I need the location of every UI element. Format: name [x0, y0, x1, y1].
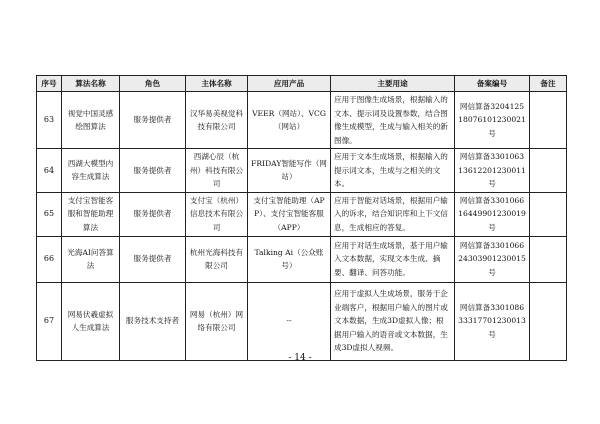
- row-algorithm: 网易伏羲虚拟人生成算法: [62, 282, 120, 360]
- row-filing: 网信算备330106624303901230015号: [455, 236, 530, 282]
- row-note: [530, 149, 567, 193]
- row-usage: 应用于图像生成场景，根据输入的文本、提示词及设置参数，结合图像生成模型，生成与输入相关的新图像。: [331, 92, 455, 149]
- row-algorithm: 光海AI问答算法: [62, 236, 120, 282]
- row-entity: 杭州光海科技有限公司: [186, 236, 248, 282]
- row-no: 64: [37, 149, 62, 193]
- header-no: 序号: [37, 76, 62, 92]
- header-filing: 备案编号: [455, 76, 530, 92]
- header-role: 角色: [120, 76, 186, 92]
- row-note: [530, 92, 567, 149]
- header-algorithm: 算法名称: [62, 76, 120, 92]
- row-filing: 网信算备320412518076101230021号: [455, 92, 530, 149]
- header-note: 备注: [530, 76, 567, 92]
- row-entity: 汉华易美视觉科技有限公司: [186, 92, 248, 149]
- table-row: [37, 282, 567, 360]
- row-filing: 网信算备330106313612201230011号: [455, 149, 530, 193]
- row-entity: 支付宝（杭州）信息技术有限公司: [186, 192, 248, 236]
- table-row: [37, 236, 567, 282]
- row-product: FRIDAY智能写作（网站）: [248, 149, 331, 193]
- row-role: 服务提供者: [120, 92, 186, 149]
- row-note: [530, 192, 567, 236]
- row-product: Talking Ai（公众账号）: [248, 236, 331, 282]
- table-row: [37, 192, 567, 236]
- row-no: 66: [37, 236, 62, 282]
- row-filing: 网信算备330106616449901230019号: [455, 192, 530, 236]
- row-usage: 应用于智能对话场景，根据用户输入的诉求，结合知识库和上下文信息，生成相应的答复。: [331, 192, 455, 236]
- header-usage: 主要用途: [331, 76, 455, 92]
- row-algorithm: 支付宝智能客服和智能助理算法: [62, 192, 120, 236]
- table-row: [37, 149, 567, 193]
- row-role: 服务提供者: [120, 236, 186, 282]
- row-entity: 西湖心辰（杭州）科技有限公司: [186, 149, 248, 193]
- row-product: --: [248, 282, 331, 360]
- row-note: [530, 236, 567, 282]
- table-header-row: [37, 76, 567, 92]
- row-usage: 应用于虚拟人生成场景，服务于企业端客户，根据用户输入的图片或文本数据，生成3D虚拟人像；根据用户输入的语音或文本数据，生成3D虚拟人视频。: [331, 282, 455, 360]
- row-role: 服务技术支持者: [120, 282, 186, 360]
- row-no: 65: [37, 192, 62, 236]
- row-no: 63: [37, 92, 62, 149]
- header-product: 应用产品: [248, 76, 331, 92]
- row-no: 67: [37, 282, 62, 360]
- row-product: 支付宝智能助理（APP）、支付宝智能客服（APP）: [248, 192, 331, 236]
- row-product: VEER（网站）、VCG（网站）: [248, 92, 331, 149]
- row-role: 服务提供者: [120, 149, 186, 193]
- row-algorithm: 视觉中国灵感绘图算法: [62, 92, 120, 149]
- row-entity: 网易（杭州）网络有限公司: [186, 282, 248, 360]
- row-usage: 应用于对话生成场景，基于用户输入文本数据，实现文本生成、摘要、翻译、问答功能。: [331, 236, 455, 282]
- header-entity: 主体名称: [186, 76, 248, 92]
- row-role: 服务提供者: [120, 192, 186, 236]
- table-row: [37, 92, 567, 149]
- row-filing: 网信算备330108633317701230013号: [455, 282, 530, 360]
- algorithm-registry-table: [36, 75, 567, 361]
- page-number: - 14 -: [288, 353, 312, 363]
- row-usage: 应用于文本生成场景，根据输入的提示词文本，生成与之相关的文本。: [331, 149, 455, 193]
- row-algorithm: 西湖大模型内容生成算法: [62, 149, 120, 193]
- row-note: [530, 282, 567, 360]
